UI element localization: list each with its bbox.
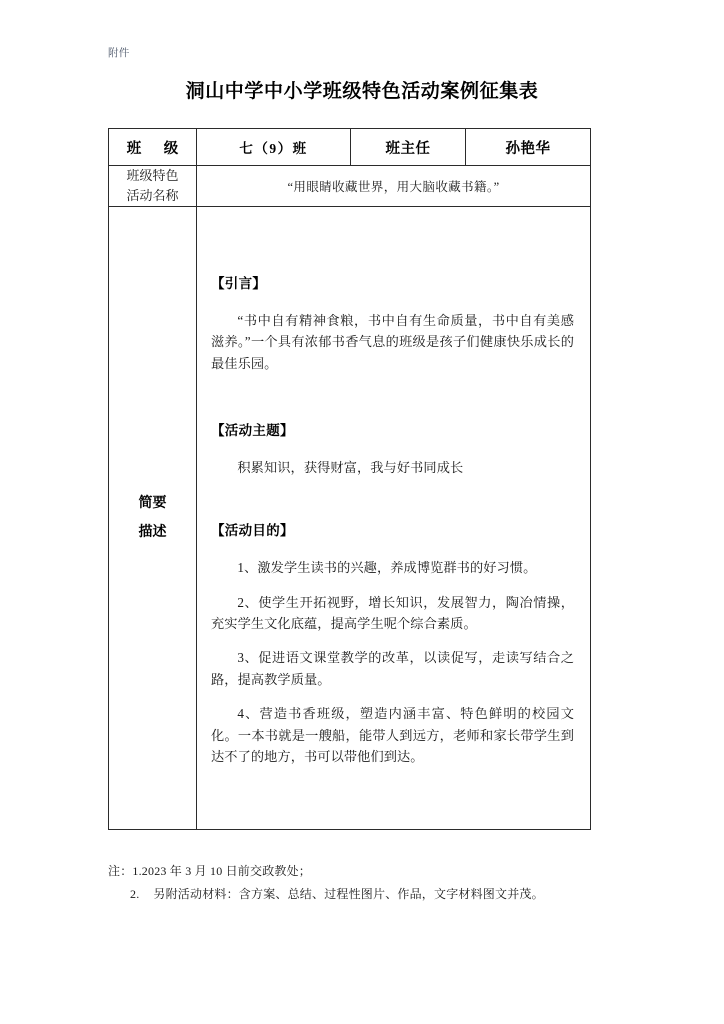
activity-name-label-cell — [109, 166, 197, 207]
description-label-cell — [109, 207, 197, 830]
description-label-line2: 描述 — [138, 525, 167, 541]
theme-heading: 【活动主题】 — [211, 423, 294, 439]
activity-name-label-line1: 班级特色 — [126, 168, 179, 183]
class-label-cell: 班 级 — [109, 129, 197, 166]
page-title: 洞山中学中小学班级特色活动案例征集表 — [185, 81, 539, 102]
footer-notes — [108, 860, 628, 906]
purpose-item-2: 2、使学生开拓视野，增长知识，发展智力，陶冶情操，充实学生文化底蕴，提高学生呢个综合素质。 — [211, 594, 574, 632]
description-label-line1: 简要 — [138, 495, 167, 511]
intro-paragraph: “书中自有精神食粮，书中自有生命质量，书中自有美感滋养。”一个具有浓郁书香气息的班级是孩子们健康快乐成长的最佳乐园。 — [211, 313, 574, 371]
activity-case-table — [108, 128, 591, 830]
purpose-item-3: 3、促进语文课堂教学的改革，以读促写，走读写结合之路，提高教学质量。 — [211, 650, 574, 687]
note-item-2-number: 2. — [130, 886, 140, 901]
attachment-marker: 附件 — [108, 48, 130, 59]
head-teacher-name-cell: 孙艳华 — [466, 129, 591, 166]
note-item-2 — [108, 883, 628, 906]
activity-name-value-cell: “用眼睛收藏世界，用大脑收藏书籍。” — [197, 166, 591, 207]
head-teacher-label-cell: 班主任 — [351, 129, 466, 166]
note-item-2-text: 另附活动材料：含方案、总结、过程性图片、作品，文字材料图文并茂。 — [153, 886, 544, 901]
table-row-description — [109, 207, 591, 830]
description-content — [197, 259, 590, 777]
table-row-class-info — [109, 129, 591, 166]
note-item-1: 注：1.2023 年 3 月 10 日前交政教处； — [108, 864, 312, 878]
purpose-item-1: 1、激发学生读书的兴趣，养成博览群书的好习惯。 — [237, 560, 537, 576]
table-row-activity-name — [109, 166, 591, 207]
purpose-heading: 【活动目的】 — [211, 523, 294, 539]
purpose-item-4: 4、营造书香班级，塑造内涵丰富、特色鲜明的校园文化。一本书就是一艘船，能带人到远方，老师和家长带学生到达不了的地方，书可以带他们到达。 — [211, 706, 574, 764]
activity-name-label-line2: 活动名称 — [126, 188, 179, 204]
intro-heading: 【引言】 — [211, 276, 267, 292]
class-value-cell: 七（9）班 — [197, 129, 351, 166]
theme-paragraph: 积累知识，获得财富，我与好书同成长 — [237, 460, 464, 476]
description-body-cell — [197, 207, 591, 830]
